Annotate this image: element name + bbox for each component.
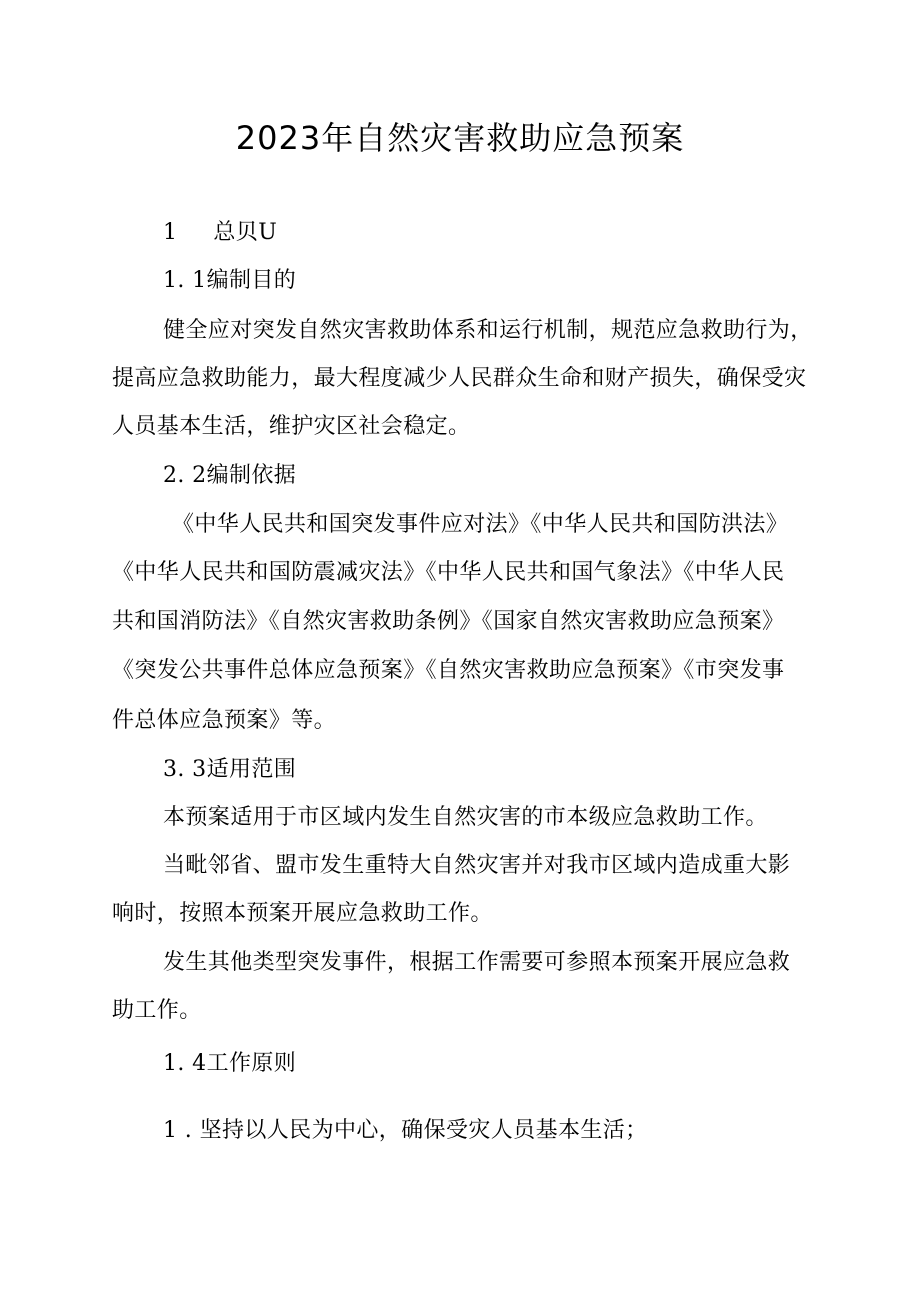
document-title: 2023年自然灾害救助应急预案 bbox=[235, 119, 685, 157]
paragraph-line: 健全应对突发自然灾害救助体系和运行机制，规范应急救助行为， bbox=[163, 318, 813, 343]
paragraph-line: 当毗邻省、盟市发生重特大自然灾害并对我市区域内造成重大影 bbox=[163, 853, 791, 878]
section-1-number: 1 bbox=[163, 220, 178, 245]
paragraph-line: 人员基本生活，维护灾区社会稳定。 bbox=[112, 414, 471, 439]
paragraph-line: 本预案适用于市区域内发生自然灾害的市本级应急救助工作。 bbox=[163, 805, 768, 830]
section-1-4-heading: 1. 4工作原则 bbox=[163, 1051, 297, 1076]
section-1-1-heading: 1. 1编制目的 bbox=[163, 268, 297, 293]
section-1-title: 总贝U bbox=[213, 220, 278, 245]
paragraph-line: 提高应急救助能力，最大程度减少人民群众生命和财产损失，确保受灾 bbox=[112, 366, 807, 391]
section-1-heading bbox=[163, 218, 277, 248]
list-item: 1 . 坚持以人民为中心，确保受灾人员基本生活； bbox=[163, 1118, 648, 1143]
paragraph-line: 响时，按照本预案开展应急救助工作。 bbox=[112, 901, 493, 926]
paragraph-line: 件总体应急预案》等。 bbox=[112, 708, 337, 733]
section-1-2-heading: 2. 2编制依据 bbox=[163, 463, 297, 488]
section-1-3-heading: 3. 3适用范围 bbox=[163, 757, 297, 782]
paragraph-line: 《中华人民共和国防震减灾法》《中华人民共和国气象法》《中华人民 bbox=[112, 560, 785, 585]
paragraph-line: 《中华人民共和国突发事件应对法》《中华人民共和国防洪法》 bbox=[172, 512, 789, 537]
paragraph-line: 发生其他类型突发事件，根据工作需要可参照本预案开展应急救 bbox=[163, 950, 791, 975]
paragraph-line: 助工作。 bbox=[112, 998, 202, 1023]
paragraph-line: 《突发公共事件总体应急预案》《自然灾害救助应急预案》《市突发事 bbox=[112, 658, 785, 683]
paragraph-line: 共和国消防法》《自然灾害救助条例》《国家自然灾害救助应急预案》 bbox=[112, 609, 785, 634]
